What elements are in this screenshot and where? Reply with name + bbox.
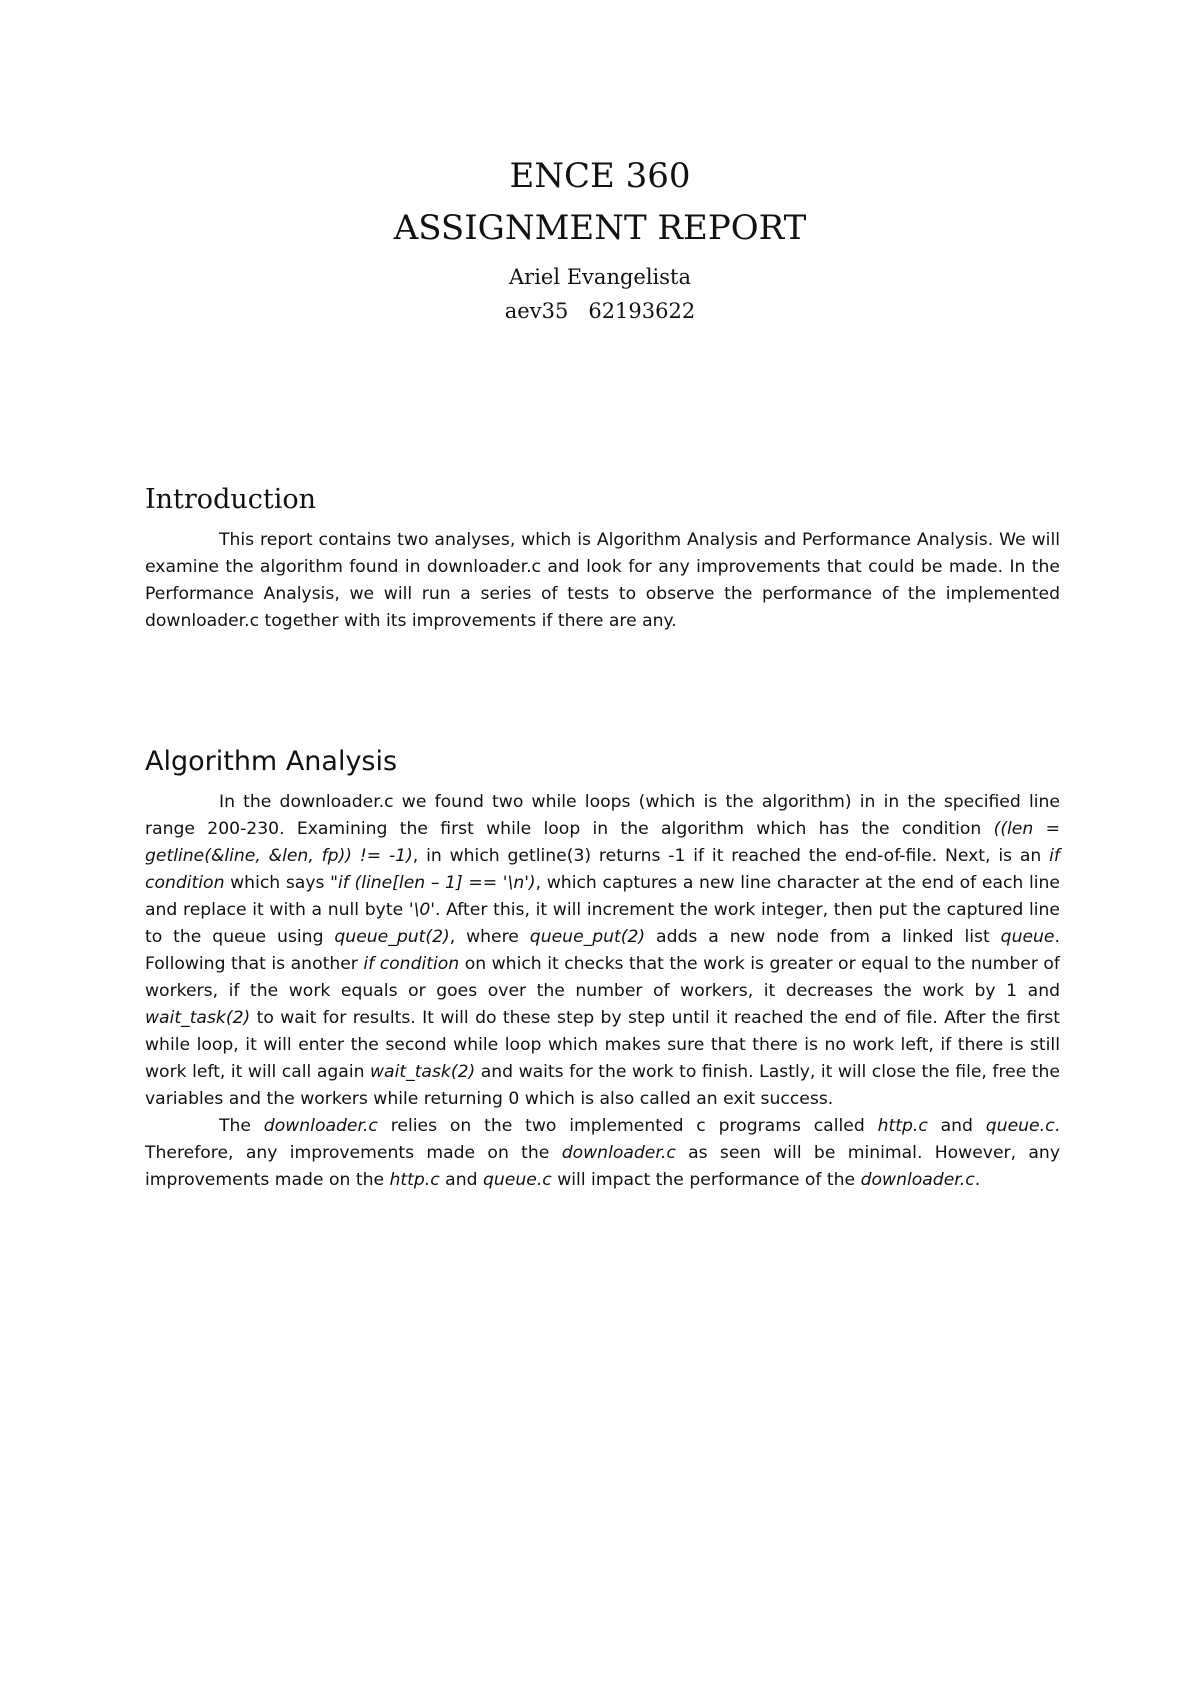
algorithm-paragraph-2 xyxy=(145,1113,1060,1194)
text-run: which says " xyxy=(224,873,339,893)
code-snippet: queue_put(2) xyxy=(334,927,450,947)
text-run: , which captures a new line character at the end of each line and replace it with a null byte ' xyxy=(145,873,1060,920)
text-run: . Following that is another xyxy=(145,927,1060,974)
text-run: on which it checks that the work is greater or equal to the number of workers, if the work equals or goes over the number of workers, it decreases the work by 1 and xyxy=(145,954,1060,1001)
algorithm-paragraph-1 xyxy=(145,789,1060,1113)
text-run: and xyxy=(927,1116,986,1136)
code-snippet: \0 xyxy=(413,900,431,920)
introduction-paragraph: This report contains two analyses, which is Algorithm Analysis and Performance Analysis. We will examine the algorithm found in downloader.c and look for any improvements that could be made. In the Performance Analysis, we will run a series of tests to observe the performance of the implemented downloader.c together with its improvements if there are any. xyxy=(145,530,1060,631)
algorithm-analysis-heading: Algorithm Analysis xyxy=(145,746,398,777)
file-name: downloader.c xyxy=(263,1116,378,1136)
code-snippet: if condition xyxy=(363,954,460,974)
code-snippet: if (line[len – 1] == '\n') xyxy=(338,873,536,893)
text-run: In the downloader.c we found two while loops (which is the algorithm) in in the specified line range 200-230. Examining the first while loop in the algorithm which has the condition xyxy=(145,792,1060,839)
text-run: '. After this, it will increment the work integer, then put the captured line to the queue using xyxy=(145,900,1060,947)
text-run: as seen will be minimal. However, any improvements made on the xyxy=(145,1143,1060,1190)
text-run: and xyxy=(439,1170,483,1190)
text-run: . xyxy=(974,1170,981,1190)
code-snippet: wait_task(2) xyxy=(145,1008,251,1028)
text-run: , in which getline(3) returns -1 if it reached the end-of-file. Next, is an xyxy=(412,846,1050,866)
file-name: queue.c xyxy=(482,1170,552,1190)
code-snippet: ((len = getline(&line, &len, fp)) != -1) xyxy=(145,819,1060,866)
code-snippet: if condition xyxy=(145,846,1060,893)
algorithm-analysis-section xyxy=(145,745,1060,1194)
text-run: The xyxy=(219,1116,264,1136)
text-run: will impact the performance of the xyxy=(551,1170,861,1190)
file-name: http.c xyxy=(877,1116,928,1136)
code-snippet: queue_put(2) xyxy=(529,927,646,947)
code-snippet: queue xyxy=(1000,927,1055,947)
text-run: and waits for the work to finish. Lastly, it will close the file, free the variables and the workers while returning 0 which is also called an exit success. xyxy=(145,1062,1060,1109)
text-run: relies on the two implemented c programs called xyxy=(377,1116,878,1136)
text-run: , where xyxy=(449,927,530,947)
author-ids xyxy=(0,294,1200,328)
report-title: ASSIGNMENT REPORT xyxy=(393,208,807,248)
introduction-section xyxy=(145,483,1060,635)
introduction-heading: Introduction xyxy=(145,484,316,515)
file-name: downloader.c xyxy=(860,1170,975,1190)
title-block xyxy=(0,150,1200,328)
file-name: downloader.c xyxy=(561,1143,676,1163)
text-run: to wait for results. It will do these step by step until it reached the end of file. After the first while loop, it will enter the second while loop which makes sure that there is no work left, if there is still work left, it will call again xyxy=(145,1008,1060,1082)
file-name: queue.c xyxy=(985,1116,1055,1136)
text-run: adds a new node from a linked list xyxy=(645,927,1001,947)
file-name: http.c xyxy=(389,1170,440,1190)
text-run: . Therefore, any improvements made on the xyxy=(145,1116,1060,1163)
author-name: Ariel Evangelista xyxy=(508,265,692,289)
student-id: 62193622 xyxy=(588,299,696,323)
course-code: ENCE 360 xyxy=(509,156,691,196)
username: aev35 xyxy=(504,299,569,323)
code-snippet: wait_task(2) xyxy=(370,1062,476,1082)
